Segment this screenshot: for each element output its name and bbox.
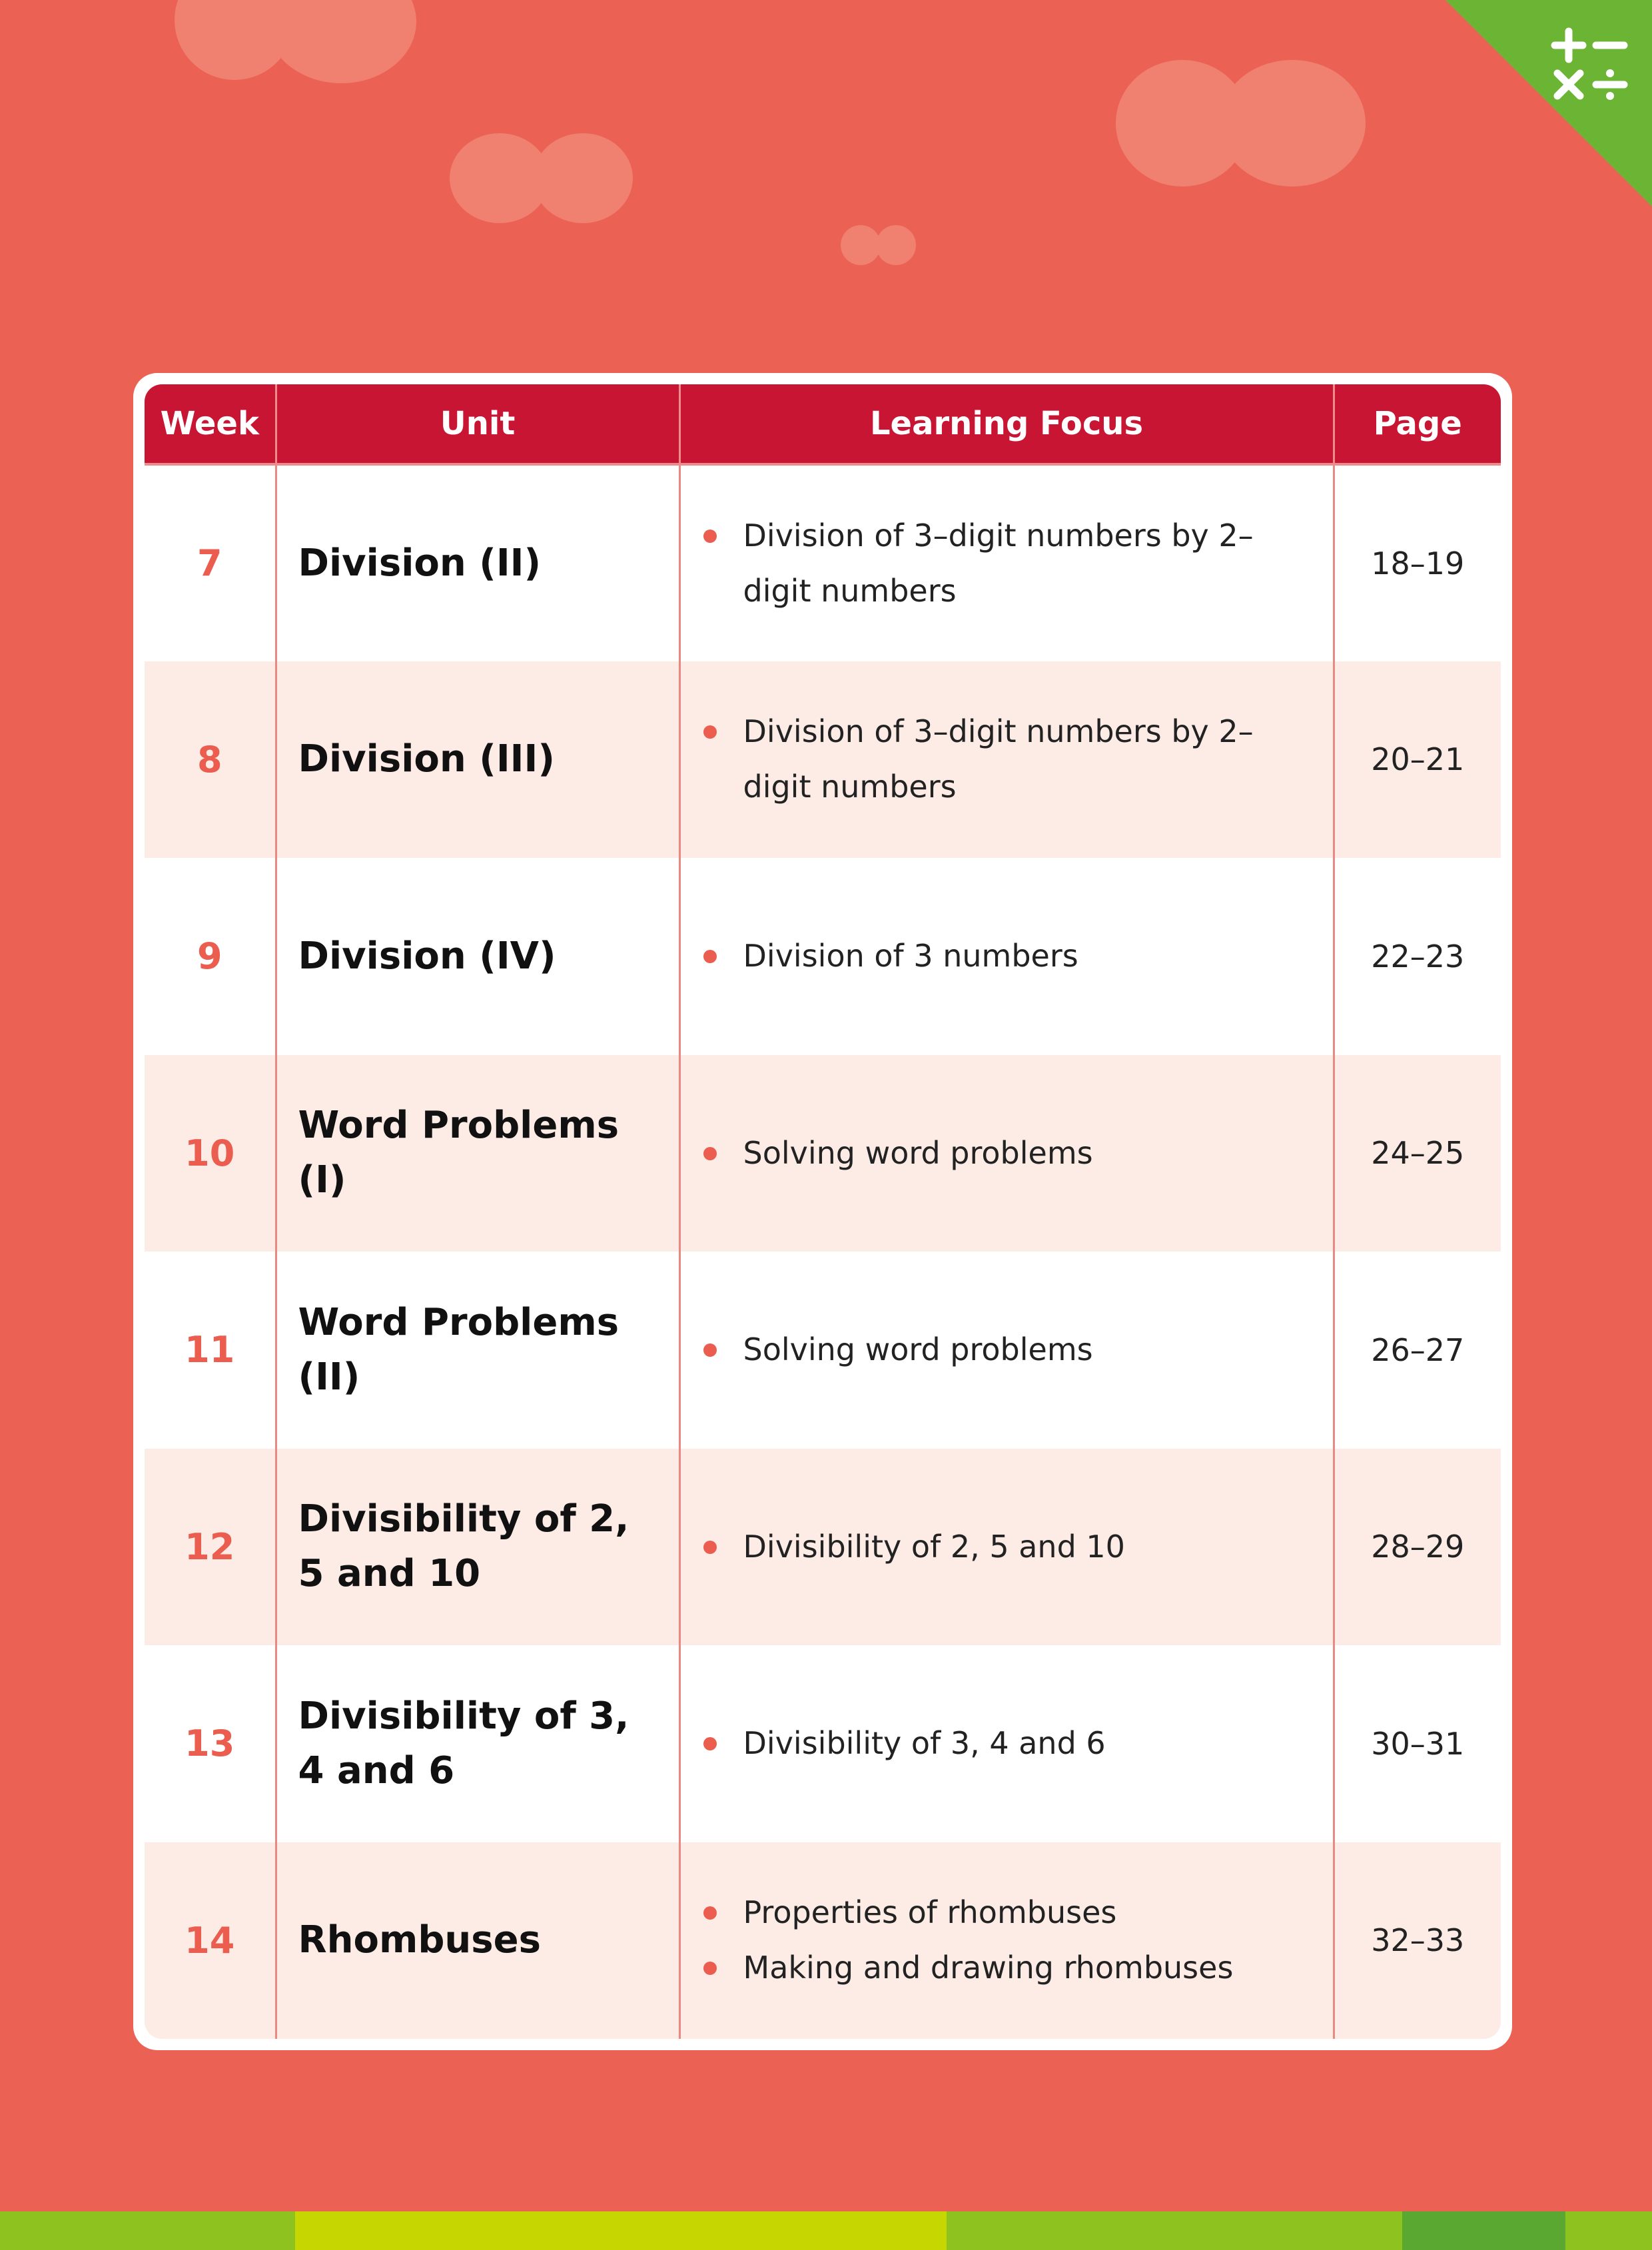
focus-item bbox=[703, 1322, 1320, 1377]
unit-title: Division (IV) bbox=[276, 858, 679, 1055]
table-header-row bbox=[145, 384, 1501, 464]
week-number: 13 bbox=[145, 1645, 276, 1842]
learning-focus bbox=[679, 1842, 1334, 2040]
header-page: Page bbox=[1334, 384, 1501, 464]
bubble bbox=[876, 225, 916, 265]
footer-stripe-segment bbox=[0, 2211, 295, 2250]
focus-text: Division of 3 numbers bbox=[743, 938, 1078, 974]
focus-item bbox=[703, 1885, 1320, 1940]
focus-text: Divisibility of 3, 4 and 6 bbox=[743, 1725, 1106, 1762]
table-row bbox=[145, 1449, 1501, 1646]
header-unit: Unit bbox=[276, 384, 679, 464]
unit-title: Divisibility of 3, 4 and 6 bbox=[276, 1645, 679, 1842]
math-operations-icon bbox=[1549, 24, 1629, 104]
focus-item bbox=[703, 1519, 1320, 1575]
focus-text: Making and drawing rhombuses bbox=[743, 1950, 1234, 1986]
unit-title: Division (III) bbox=[276, 661, 679, 859]
unit-title: Division (II) bbox=[276, 464, 679, 661]
bullet-icon bbox=[703, 1737, 717, 1750]
footer-stripe-segment bbox=[947, 2211, 1402, 2250]
week-number: 14 bbox=[145, 1842, 276, 2040]
focus-text: Divisibility of 2, 5 and 10 bbox=[743, 1528, 1125, 1565]
contents-table bbox=[145, 384, 1501, 2039]
learning-focus bbox=[679, 661, 1334, 859]
week-number: 11 bbox=[145, 1252, 276, 1449]
header-week: Week bbox=[145, 384, 276, 464]
table-row bbox=[145, 858, 1501, 1055]
week-number: 10 bbox=[145, 1055, 276, 1252]
unit-title: Rhombuses bbox=[276, 1842, 679, 2040]
page-range: 28–29 bbox=[1334, 1449, 1501, 1646]
bullet-icon bbox=[703, 1962, 717, 1975]
learning-focus bbox=[679, 1252, 1334, 1449]
page-range: 30–31 bbox=[1371, 1725, 1465, 1762]
week-number: 12 bbox=[145, 1449, 276, 1646]
bubble bbox=[841, 225, 881, 265]
learning-focus bbox=[679, 858, 1334, 1055]
page-range: 22–23 bbox=[1371, 938, 1465, 974]
learning-focus bbox=[679, 1055, 1334, 1252]
header-learning-focus: Learning Focus bbox=[679, 384, 1334, 464]
learning-focus bbox=[679, 1645, 1334, 1842]
bullet-icon bbox=[703, 1906, 717, 1920]
focus-item bbox=[703, 1940, 1320, 1996]
footer-stripe-segment bbox=[295, 2211, 947, 2250]
focus-text: Division of 3–digit numbers by 2–digit numbers bbox=[743, 517, 1254, 609]
page-range: 24–25 bbox=[1334, 1055, 1501, 1252]
page-range: 20–21 bbox=[1334, 661, 1501, 859]
table-row bbox=[145, 1645, 1501, 1842]
page-range: 18–19 bbox=[1371, 545, 1465, 581]
bullet-icon bbox=[703, 725, 717, 739]
focus-item bbox=[703, 1716, 1320, 1771]
learning-focus bbox=[679, 1449, 1334, 1646]
week-number: 9 bbox=[145, 858, 276, 1055]
week-number: 8 bbox=[145, 661, 276, 859]
unit-title: Word Problems (I) bbox=[276, 1055, 679, 1252]
focus-text: Division of 3–digit numbers by 2–digit numbers bbox=[743, 713, 1254, 805]
table-row bbox=[145, 1842, 1501, 2040]
focus-text: Solving word problems bbox=[743, 1331, 1093, 1368]
table-row bbox=[145, 464, 1501, 661]
focus-item bbox=[703, 704, 1320, 815]
bullet-icon bbox=[703, 1343, 717, 1357]
focus-text: Solving word problems bbox=[743, 1134, 1093, 1171]
footer-stripe-segment bbox=[1565, 2211, 1652, 2250]
bullet-icon bbox=[703, 1541, 717, 1554]
focus-item bbox=[703, 1126, 1320, 1181]
table-row bbox=[145, 1055, 1501, 1252]
footer-stripe-segment bbox=[1402, 2211, 1565, 2250]
bullet-icon bbox=[703, 1147, 717, 1160]
focus-text: Properties of rhombuses bbox=[743, 1894, 1117, 1931]
table-row bbox=[145, 1252, 1501, 1449]
bullet-icon bbox=[703, 530, 717, 543]
learning-focus bbox=[679, 464, 1334, 661]
week-number: 7 bbox=[145, 464, 276, 661]
bubble bbox=[1219, 60, 1366, 187]
page-range: 26–27 bbox=[1371, 1331, 1465, 1368]
table-row bbox=[145, 661, 1501, 859]
bubble bbox=[533, 133, 633, 223]
focus-item bbox=[703, 508, 1320, 619]
bullet-icon bbox=[703, 950, 717, 963]
unit-title: Word Problems (II) bbox=[276, 1252, 679, 1449]
page-range: 32–33 bbox=[1334, 1842, 1501, 2040]
contents-card bbox=[133, 373, 1512, 2050]
unit-title: Divisibility of 2, 5 and 10 bbox=[276, 1449, 679, 1646]
focus-item bbox=[703, 929, 1320, 984]
bubble bbox=[266, 0, 416, 83]
